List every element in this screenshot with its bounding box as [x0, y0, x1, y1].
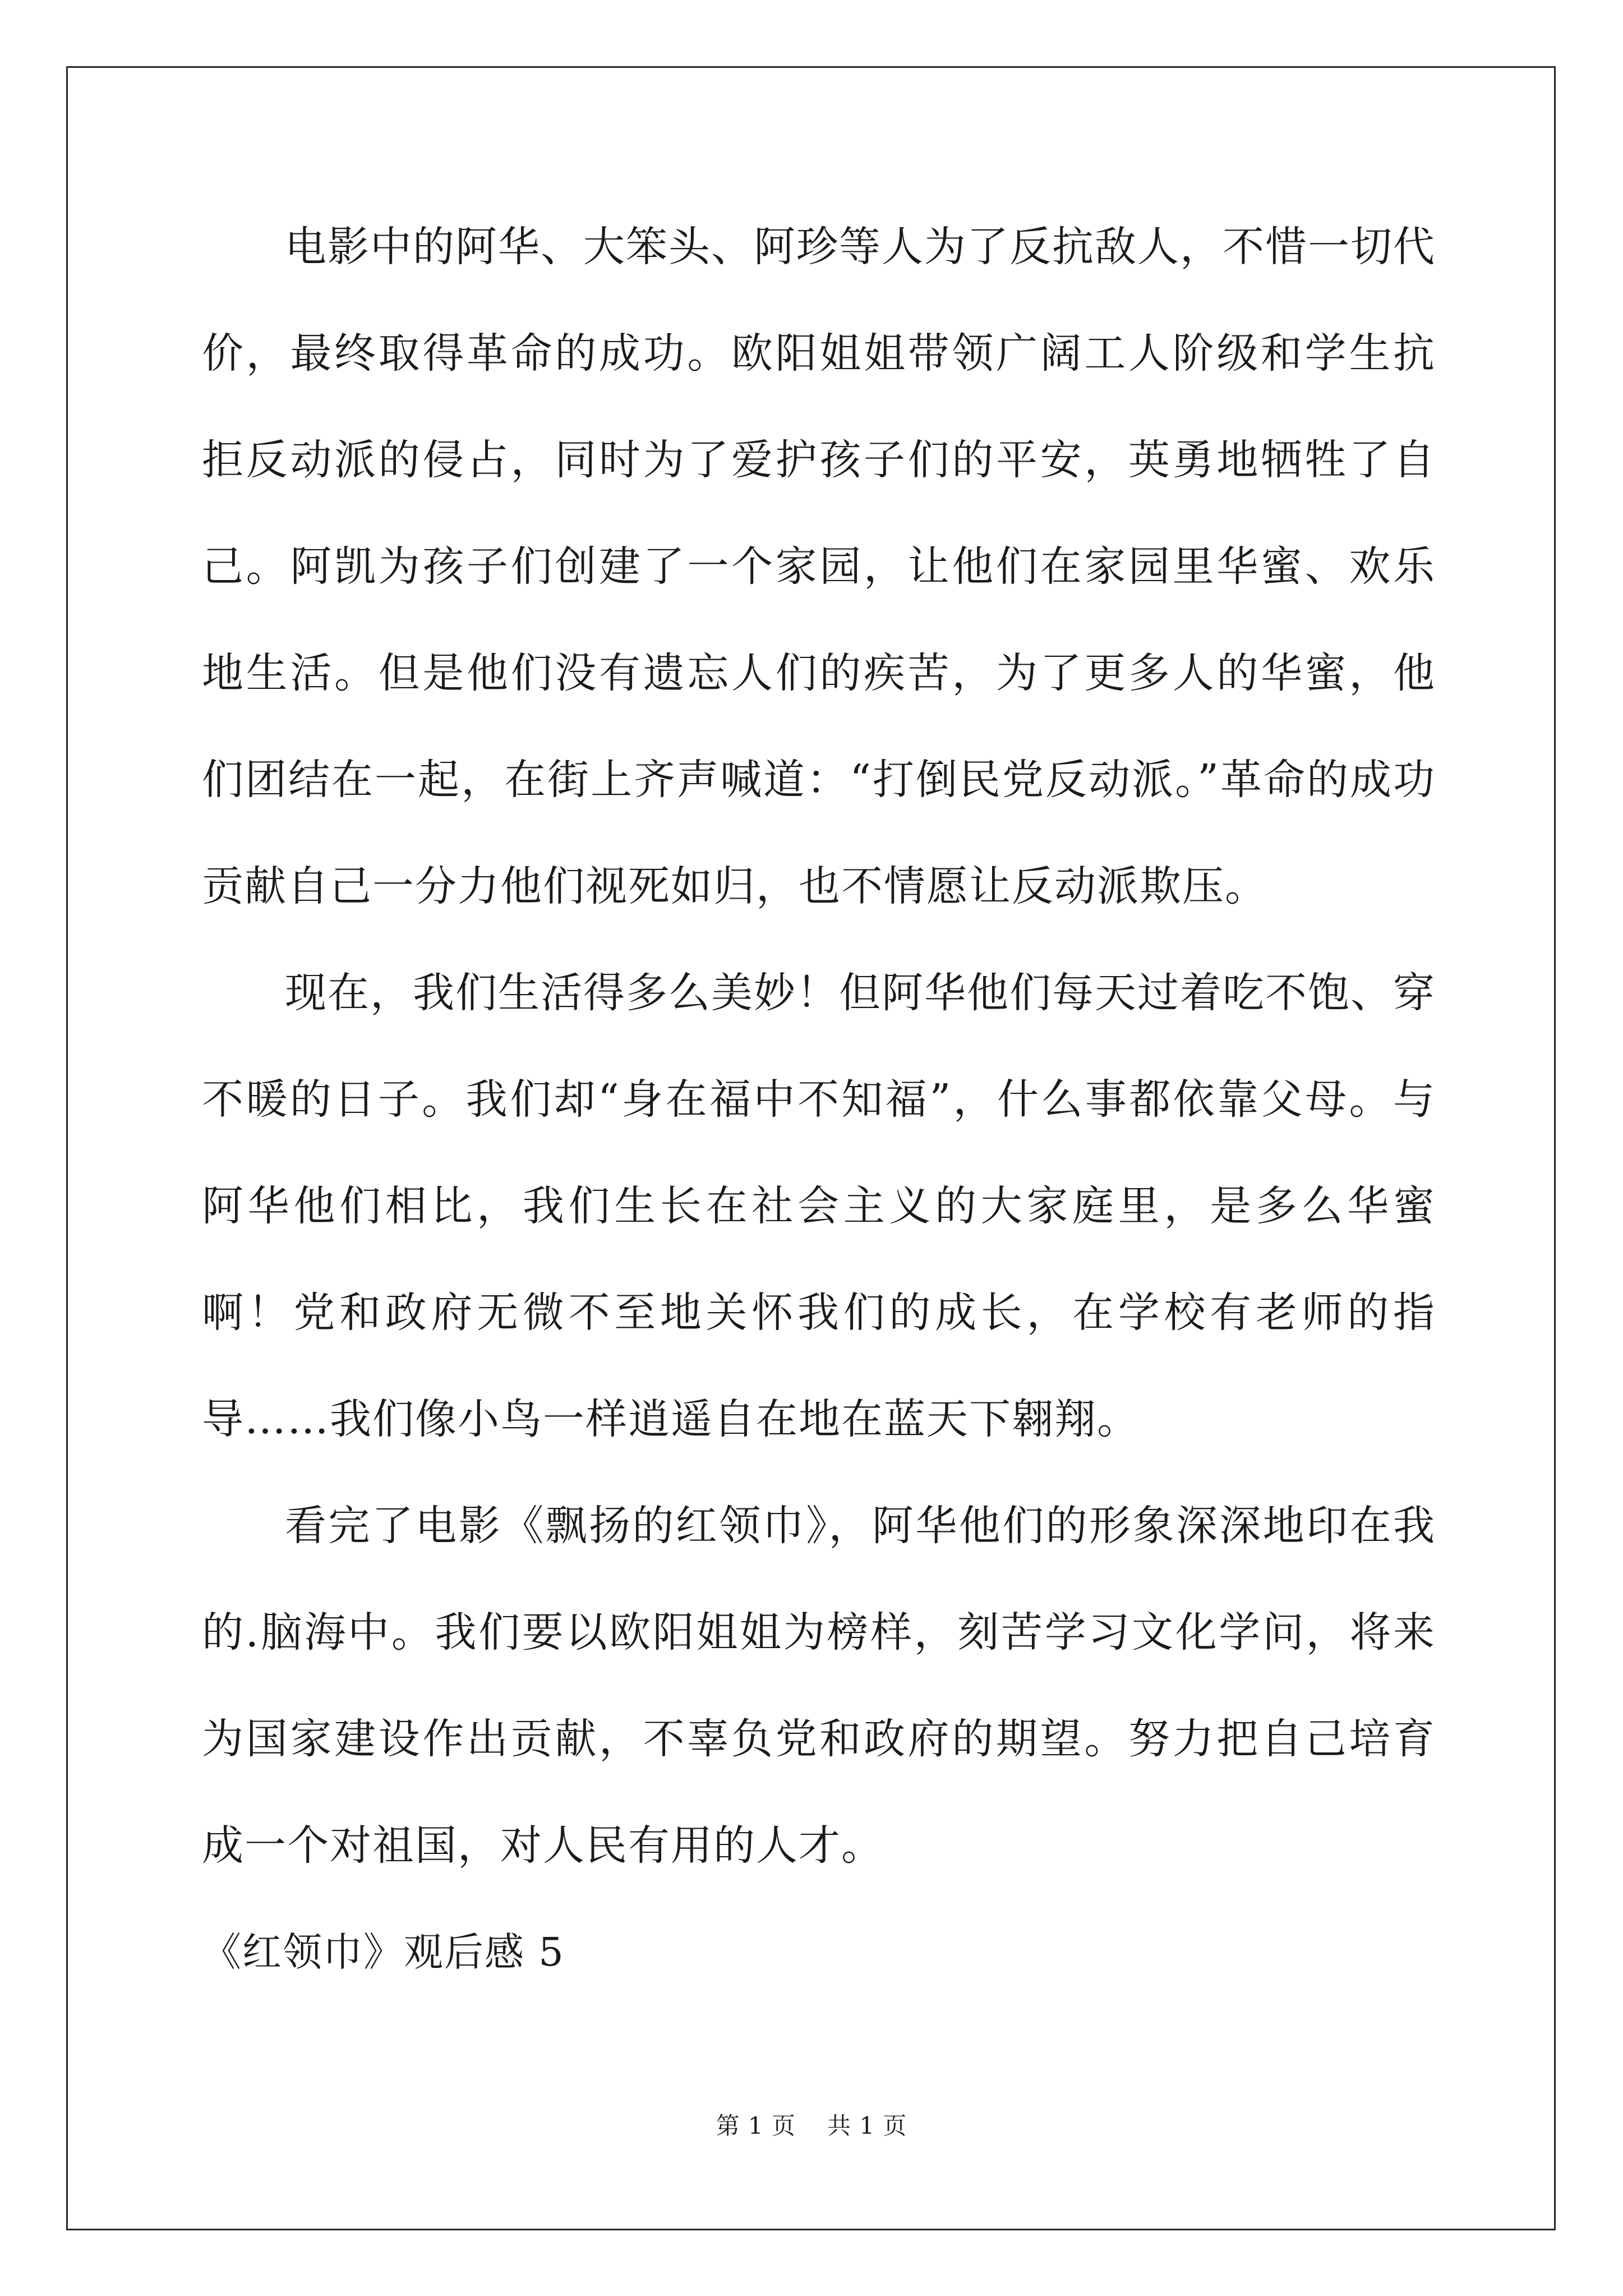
- paragraph-2: 现在，我们生活得多么美妙！但阿华他们每天过着吃不饱、穿不暖的日子。我们却“身在福中不知福”，什么事都依靠父母。与阿华他们相比，我们生长在社会主义的大家庭里，是多么华蜜啊！党和政府无微不至地关怀我们的成长，在学校有老师的指导……我们像小鸟一样逍遥自在地在蓝天下翱翔。: [202, 969, 1436, 1443]
- paragraph-1: 电影中的阿华、大笨头、阿珍等人为了反抗敌人，不惜一切代价，最终取得革命的成功。欧阳姐姐带领广阔工人阶级和学生抗拒反动派的侵占，同时为了爱护孩子们的平安，英勇地牺牲了自己。阿凯为孩子们创建了一个家园，让他们在家园里华蜜、欢乐地生活。但是他们没有遗忘人们的疾苦，为了更多人的华蜜，他们团结在一起，在街上齐声喊道：“打倒民党反动派。”革命的成功贡献自己一分力他们视死如归，也不情愿让反动派欺压。: [202, 223, 1436, 910]
- page-number: 第 1 页: [716, 2112, 796, 2139]
- page-total: 共 1 页: [827, 2112, 907, 2139]
- paragraph-3: 看完了电影《飘扬的红领巾》，阿华他们的形象深深地印在我的.脑海中。我们要以欧阳姐姐为榜样，刻苦学习文化学问，将来为国家建设作出贡献，不辜负党和政府的期望。努力把自己培育成一个对祖国，对人民有用的人才。: [202, 1502, 1436, 1870]
- document-body: [202, 194, 1436, 2005]
- page-footer: [0, 2109, 1623, 2143]
- section-heading: 《红领巾》观后感 5: [202, 1929, 565, 1975]
